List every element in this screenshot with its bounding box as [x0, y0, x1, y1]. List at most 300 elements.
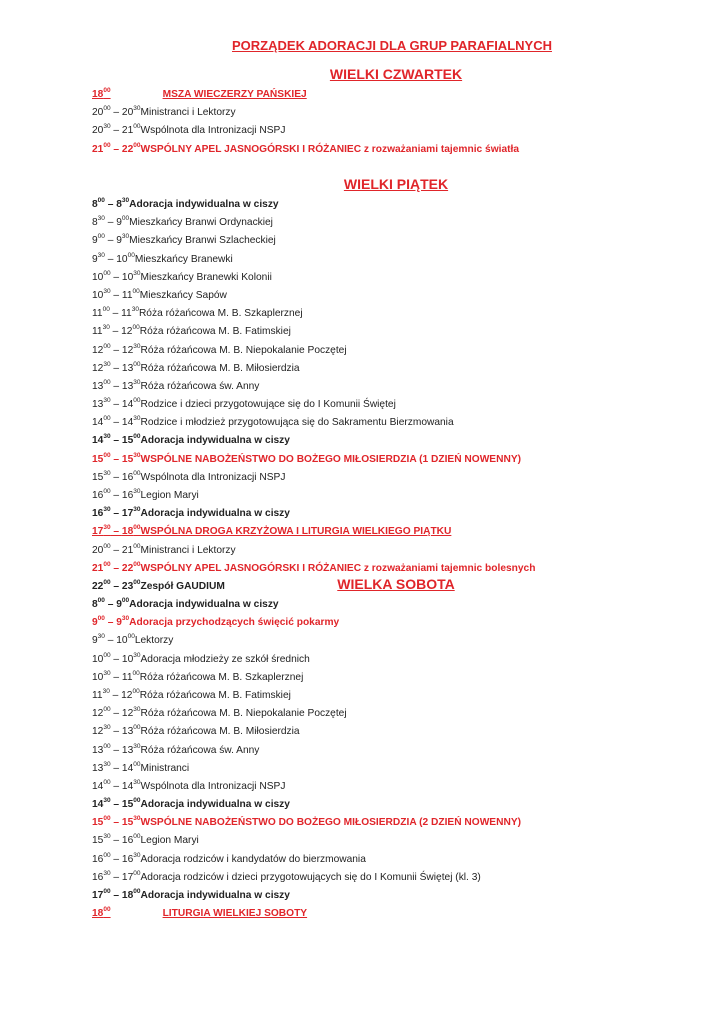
- time-hour: 17: [92, 526, 104, 538]
- time-minutes: 30: [133, 742, 141, 750]
- time-hour: 17: [92, 890, 104, 901]
- time-minutes: 00: [97, 233, 105, 241]
- row-label: Róża różańcowa M. B. Szkaplerznej: [138, 308, 303, 320]
- time-hour: 8: [92, 217, 98, 229]
- time-separator: –: [110, 671, 122, 683]
- time-minutes: 30: [133, 706, 141, 714]
- time-minutes: 00: [103, 742, 111, 750]
- schedule-row: [92, 360, 724, 378]
- time-range: [92, 469, 141, 483]
- time-hour: 10: [116, 635, 128, 647]
- time-range: [92, 542, 141, 556]
- time-minutes: 30: [133, 105, 141, 113]
- schedule-row: [92, 269, 724, 287]
- schedule-row: [92, 869, 724, 887]
- row-label: Wspólnota dla Intronizacji NSPJ: [140, 471, 286, 483]
- row-label: Adoracja przychodzących święcić pokarmy: [129, 617, 340, 629]
- row-label: Adoracja indywidualna w ciszy: [129, 599, 279, 610]
- time-hour: 17: [121, 871, 134, 883]
- time-minutes: 00: [133, 542, 141, 550]
- time-hour: 8: [92, 199, 98, 210]
- schedule-row: [92, 632, 724, 650]
- schedule-row: [92, 814, 724, 832]
- time-separator: –: [110, 344, 122, 356]
- time-minutes: 00: [133, 469, 141, 477]
- time-hour: 9: [92, 617, 98, 629]
- time-separator: –: [110, 817, 122, 829]
- time-hour: 13: [92, 399, 104, 411]
- row-label: WSPÓLNA DROGA KRZYŻOWA I LITURGIA WIELKIEGO PIĄTKU: [140, 526, 452, 538]
- time-hour: 15: [121, 435, 134, 447]
- time-range: [92, 742, 141, 756]
- row-label: Mieszkańcy Branewki: [134, 253, 233, 265]
- time-hour: 10: [92, 653, 104, 665]
- time-range: [92, 235, 129, 246]
- section-heading: WIELKI CZWARTEK: [329, 66, 463, 82]
- schedule-row: [92, 141, 724, 159]
- time-minutes: 30: [103, 506, 111, 514]
- time-range: [92, 217, 129, 228]
- time-minutes: 00: [133, 360, 141, 368]
- time-hour: 9: [92, 253, 98, 265]
- schedule-row: [92, 796, 724, 814]
- time-range: [92, 89, 111, 100]
- time-hour: 9: [116, 617, 122, 629]
- time-minutes: 30: [133, 415, 141, 423]
- time-minutes: 00: [103, 141, 111, 149]
- row-label: MSZA WIECZERZY PAŃSKIEJ: [162, 89, 307, 100]
- time-minutes: 00: [132, 324, 140, 332]
- time-hour: 12: [92, 708, 104, 720]
- time-minutes: 00: [103, 378, 111, 386]
- time-hour: 9: [116, 235, 122, 247]
- time-minutes: 00: [132, 287, 140, 295]
- row-label: WSPÓLNE NABOŻEŃSTWO DO BOŻEGO MIŁOSIERDZIA (1 DZIEŃ NOWENNY): [140, 453, 522, 465]
- time-separator: –: [110, 580, 122, 592]
- time-separator: –: [110, 435, 122, 447]
- schedule-row: [92, 523, 724, 541]
- schedule-row: [92, 505, 724, 523]
- schedule-row: [92, 851, 724, 869]
- time-range: [92, 635, 135, 646]
- schedule-row: [92, 451, 724, 469]
- time-minutes: 00: [97, 597, 105, 604]
- time-range: [92, 107, 140, 118]
- time-minutes: 00: [133, 724, 141, 732]
- time-separator: –: [110, 835, 122, 847]
- time-separator: –: [110, 490, 122, 501]
- time-minutes: 00: [103, 851, 111, 859]
- time-range: [92, 451, 141, 465]
- schedule-row: [92, 432, 724, 450]
- time-separator: –: [110, 417, 122, 429]
- time-hour: 15: [92, 471, 104, 483]
- time-range: [92, 817, 140, 828]
- row-label: Adoracja rodziców i kandydatów do bierzmowania: [140, 853, 366, 865]
- time-hour: 15: [92, 453, 104, 465]
- time-minutes: 00: [103, 105, 111, 113]
- row-label: Ministranci i Lektorzy: [140, 107, 236, 119]
- schedule-row: [92, 414, 724, 432]
- schedule-row: [92, 705, 724, 723]
- time-minutes: 00: [103, 651, 111, 659]
- time-separator: –: [110, 890, 122, 901]
- time-hour: 22: [92, 580, 104, 592]
- schedule-row: [92, 487, 724, 505]
- time-separator: –: [110, 143, 122, 155]
- time-minutes: 00: [103, 560, 111, 568]
- time-range: [92, 799, 140, 810]
- time-hour: 9: [116, 599, 122, 610]
- time-separator: –: [109, 308, 122, 320]
- time-range: [92, 835, 140, 846]
- time-hour: 13: [121, 362, 134, 374]
- row-label: WSPÓLNE NABOŻEŃSTWO DO BOŻEGO MIŁOSIERDZIA (2 DZIEŃ NOWENNY): [140, 817, 522, 829]
- time-minutes: 00: [133, 578, 141, 586]
- row-label: Róża różańcowa św. Anny: [140, 380, 260, 392]
- time-separator: –: [104, 235, 117, 247]
- time-minutes: 00: [97, 197, 105, 204]
- time-minutes: 00: [133, 123, 141, 131]
- time-range: [92, 687, 140, 701]
- time-minutes: 00: [133, 888, 141, 895]
- time-range: [92, 125, 140, 136]
- section-wielka-sobota: [0, 572, 724, 923]
- schedule-row: [92, 687, 724, 705]
- time-hour: 14: [121, 780, 134, 792]
- time-minutes: 30: [97, 251, 105, 259]
- time-hour: 13: [92, 380, 104, 392]
- time-separator: –: [110, 380, 122, 392]
- time-range: [92, 651, 141, 665]
- time-range: [92, 399, 140, 410]
- time-hour: 21: [121, 125, 134, 137]
- time-minutes: 00: [103, 578, 111, 586]
- time-minutes: 00: [103, 888, 111, 895]
- time-separator: –: [110, 653, 122, 665]
- time-hour: 10: [92, 671, 104, 683]
- time-range: [92, 617, 129, 628]
- row-label: Mieszkańcy Branwi Ordynackiej: [129, 217, 273, 229]
- time-minutes: 30: [103, 724, 111, 732]
- time-minutes: 30: [121, 197, 130, 204]
- time-separator: –: [104, 635, 117, 647]
- time-minutes: 30: [103, 469, 111, 477]
- time-separator: –: [110, 471, 122, 483]
- time-separator: –: [110, 762, 122, 774]
- time-range: [92, 417, 140, 428]
- time-hour: 14: [92, 799, 104, 811]
- time-hour: 21: [92, 562, 104, 574]
- time-range: [92, 669, 140, 683]
- time-separator: –: [110, 508, 122, 520]
- time-range: [92, 287, 140, 301]
- time-hour: 21: [121, 544, 134, 556]
- time-hour: 15: [121, 817, 134, 829]
- time-minutes: 30: [133, 815, 141, 823]
- row-label: Róża różańcowa św. Anny: [140, 744, 260, 756]
- time-hour: 18: [121, 526, 134, 538]
- schedule-row: [92, 196, 724, 214]
- schedule-row: [92, 122, 724, 140]
- time-hour: 13: [121, 744, 134, 756]
- row-label: Rodzice i młodzież przygotowująca się do Sakramentu Bierzmowania: [140, 417, 454, 429]
- time-separator: –: [110, 744, 122, 756]
- time-minutes: 00: [103, 269, 111, 277]
- time-minutes: 30: [133, 342, 141, 350]
- row-label: Wspólnota dla Intronizacji NSPJ: [140, 780, 286, 792]
- time-range: [92, 908, 111, 919]
- time-minutes: 30: [103, 360, 111, 368]
- time-minutes: 30: [97, 215, 105, 223]
- time-hour: 22: [121, 143, 134, 155]
- time-minutes: 30: [103, 524, 111, 532]
- schedule-row: [92, 342, 724, 360]
- row-label: WSPÓLNY APEL JASNOGÓRSKI I RÓŻANIEC z rozważaniami tajemnic światła: [140, 143, 520, 155]
- time-minutes: 00: [133, 397, 141, 405]
- schedule-list: [0, 86, 724, 159]
- schedule-row: [92, 396, 724, 414]
- row-label: Zespół GAUDIUM: [140, 580, 225, 592]
- time-separator: –: [110, 453, 122, 465]
- time-minutes: 30: [133, 506, 141, 514]
- row-label: Mieszkańcy Sapów: [139, 289, 227, 301]
- time-hour: 12: [92, 726, 104, 738]
- time-hour: 10: [116, 253, 128, 265]
- time-hour: 17: [121, 508, 134, 520]
- time-separator: –: [110, 125, 122, 137]
- schedule-row: [92, 104, 724, 122]
- time-range: [92, 526, 140, 537]
- time-range: [92, 760, 141, 774]
- time-range: [92, 490, 140, 501]
- time-hour: 21: [92, 143, 104, 155]
- time-hour: 11: [121, 308, 132, 320]
- time-hour: 23: [121, 580, 134, 592]
- time-hour: 12: [92, 344, 104, 356]
- time-hour: 14: [92, 435, 104, 447]
- time-hour: 9: [92, 635, 98, 647]
- time-hour: 16: [121, 835, 134, 847]
- time-range: [92, 141, 141, 155]
- time-minutes: 00: [103, 488, 111, 495]
- time-minutes: 30: [103, 123, 111, 131]
- schedule-row: [92, 760, 724, 778]
- row-label: Adoracja indywidualna w ciszy: [140, 435, 290, 447]
- time-minutes: 00: [133, 560, 141, 568]
- schedule-row: [92, 669, 724, 687]
- schedule-row: [92, 778, 724, 796]
- section-wielki-piatek: [0, 172, 724, 596]
- time-hour: 16: [92, 490, 104, 501]
- time-range: [92, 869, 141, 883]
- row-label: Adoracja indywidualna w ciszy: [129, 199, 279, 210]
- row-label: Róża różańcowa M. B. Miłosierdzia: [140, 362, 300, 374]
- time-range: [92, 251, 135, 265]
- row-label: Lektorzy: [134, 635, 174, 647]
- row-label: Róża różańcowa M. B. Szkaplerznej: [139, 671, 304, 683]
- time-hour: 14: [121, 399, 134, 411]
- time-hour: 13: [121, 726, 134, 738]
- schedule-row: [92, 742, 724, 760]
- time-hour: 13: [92, 762, 104, 774]
- time-hour: 20: [92, 544, 104, 556]
- time-minutes: 00: [133, 433, 141, 441]
- schedule-row: [92, 469, 724, 487]
- time-minutes: 00: [102, 306, 110, 314]
- time-hour: 10: [92, 289, 104, 301]
- time-separator: –: [104, 217, 117, 229]
- time-minutes: 00: [133, 869, 141, 877]
- time-minutes: 00: [103, 815, 111, 823]
- time-minutes: 30: [133, 269, 141, 277]
- time-separator: –: [104, 617, 117, 629]
- time-hour: 10: [121, 653, 134, 665]
- schedule-row: [92, 614, 724, 632]
- time-hour: 12: [121, 326, 133, 338]
- document-title: PORZĄDEK ADORACJI DLA GRUP PARAFIALNYCH: [232, 38, 552, 53]
- time-separator: –: [110, 271, 122, 283]
- time-hour: 16: [92, 853, 104, 865]
- schedule-row: [92, 251, 724, 269]
- time-minutes: 00: [103, 415, 111, 423]
- row-label: LITURGIA WIELKIEJ SOBOTY: [162, 908, 308, 920]
- time-range: [92, 378, 141, 392]
- schedule-row: [92, 905, 724, 923]
- row-label: WSPÓLNY APEL JASNOGÓRSKI I RÓŻANIEC z rozważaniami tajemnic bolesnych: [140, 562, 536, 574]
- schedule-row: [92, 287, 724, 305]
- time-minutes: 00: [133, 760, 141, 768]
- time-hour: 10: [121, 271, 134, 283]
- time-minutes: 30: [103, 287, 111, 295]
- time-separator: –: [110, 526, 122, 538]
- time-hour: 9: [116, 217, 122, 229]
- time-hour: 14: [121, 417, 134, 429]
- time-hour: 11: [92, 326, 103, 338]
- time-minutes: 30: [103, 869, 111, 877]
- schedule-row: [92, 323, 724, 341]
- time-hour: 20: [121, 107, 134, 119]
- time-minutes: 00: [133, 141, 141, 149]
- time-minutes: 30: [103, 797, 111, 805]
- time-separator: –: [110, 708, 122, 720]
- time-minutes: 30: [133, 778, 141, 786]
- row-label: Wspólnota dla Intronizacji NSPJ: [140, 125, 286, 137]
- time-minutes: 30: [97, 633, 105, 641]
- time-range: [92, 199, 129, 210]
- time-range: [92, 342, 141, 356]
- row-label: Legion Maryi: [140, 490, 199, 501]
- time-separator: –: [110, 562, 122, 574]
- time-hour: 8: [92, 599, 98, 610]
- time-hour: 14: [92, 417, 104, 429]
- schedule-list: [0, 196, 724, 596]
- time-range: [92, 778, 141, 792]
- row-label: Mieszkańcy Branewki Kolonii: [140, 271, 272, 283]
- time-minutes: 00: [133, 797, 141, 805]
- time-minutes: 00: [103, 342, 111, 350]
- section-heading: WIELKI PIĄTEK: [343, 176, 449, 192]
- schedule-row: [92, 305, 724, 323]
- schedule-row: [92, 378, 724, 396]
- time-separator: –: [110, 107, 122, 119]
- time-hour: 18: [121, 890, 134, 901]
- time-hour: 22: [121, 562, 134, 574]
- row-label: Róża różańcowa M. B. Niepokalanie Poczętej: [140, 344, 347, 356]
- time-minutes: 30: [121, 615, 130, 623]
- time-minutes: 00: [127, 251, 135, 259]
- time-hour: 20: [92, 125, 104, 137]
- time-minutes: 30: [103, 669, 111, 677]
- time-minutes: 30: [102, 324, 110, 332]
- time-hour: 20: [92, 107, 104, 119]
- time-range: [92, 726, 140, 737]
- time-hour: 15: [121, 453, 134, 465]
- row-label: Ministranci: [140, 762, 190, 774]
- time-hour: 15: [92, 835, 104, 847]
- time-range: [92, 599, 129, 610]
- time-minutes: 30: [102, 687, 110, 695]
- time-hour: 11: [121, 289, 133, 301]
- time-range: [92, 508, 140, 519]
- time-hour: 11: [121, 671, 133, 683]
- row-label: Adoracja indywidualna w ciszy: [140, 508, 290, 520]
- time-hour: 11: [92, 689, 103, 701]
- time-hour: 14: [92, 780, 104, 792]
- time-separator: –: [110, 544, 122, 556]
- time-hour: 16: [92, 871, 104, 883]
- time-separator: –: [110, 289, 122, 301]
- time-range: [92, 269, 141, 283]
- time-minutes: 00: [103, 906, 111, 914]
- time-separator: –: [110, 780, 122, 792]
- time-range: [92, 308, 139, 319]
- time-hour: 18: [92, 89, 104, 100]
- time-minutes: 00: [97, 615, 105, 623]
- time-separator: –: [104, 199, 117, 210]
- time-minutes: 30: [133, 488, 141, 495]
- time-minutes: 30: [133, 851, 141, 859]
- time-range: [92, 435, 140, 446]
- time-minutes: 30: [103, 433, 111, 441]
- row-label: Mieszkańcy Branwi Szlacheckiej: [129, 235, 276, 247]
- time-minutes: 00: [127, 633, 135, 641]
- time-hour: 9: [92, 235, 98, 247]
- row-label: Róża różańcowa M. B. Fatimskiej: [139, 326, 291, 338]
- time-separator: –: [110, 799, 122, 811]
- time-hour: 12: [121, 689, 133, 701]
- schedule-row: [92, 596, 724, 614]
- time-separator: –: [110, 362, 122, 374]
- time-hour: 13: [121, 380, 134, 392]
- time-hour: 16: [121, 490, 134, 501]
- row-label: Adoracja indywidualna w ciszy: [140, 799, 290, 811]
- time-hour: 13: [92, 744, 104, 756]
- time-separator: –: [104, 253, 117, 265]
- time-minutes: 00: [133, 524, 141, 532]
- time-minutes: 30: [131, 306, 139, 314]
- time-minutes: 00: [132, 669, 140, 677]
- row-label: Adoracja indywidualna w ciszy: [140, 890, 290, 901]
- schedule-row: [92, 887, 724, 905]
- time-minutes: 30: [133, 651, 141, 659]
- time-hour: 18: [92, 908, 104, 920]
- section-heading: WIELKA SOBOTA: [337, 576, 455, 592]
- schedule-row: [92, 832, 724, 850]
- time-range: [92, 360, 141, 374]
- time-separator: –: [110, 871, 122, 883]
- time-minutes: 00: [103, 451, 111, 459]
